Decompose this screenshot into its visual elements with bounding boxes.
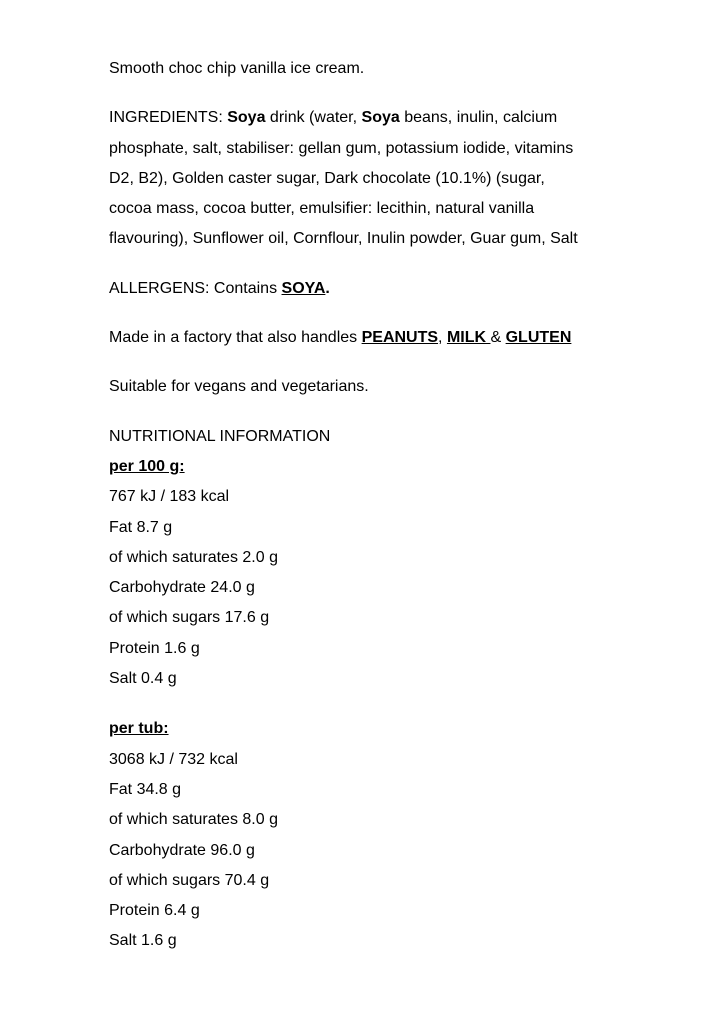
allergen-soya: Soya — [361, 109, 400, 127]
ingredients-label: INGREDIENTS: — [109, 109, 228, 127]
spacer — [109, 403, 669, 422]
allergen-soya: Soya — [227, 109, 266, 127]
nutrition-heading: NUTRITIONAL INFORMATION — [109, 427, 331, 445]
nutrition-row: of which saturates 8.0 g — [109, 811, 278, 829]
nutrition-section — [109, 422, 669, 957]
ingredients-block — [109, 103, 669, 254]
ingredients-line-4: cocoa mass, cocoa butter, emulsifier: lecithin, natural vanilla — [109, 200, 535, 218]
suitability-statement: Suitable for vegans and vegetarians. — [109, 378, 369, 396]
nutrition-row: Carbohydrate 24.0 g — [109, 579, 255, 597]
spacer — [109, 84, 669, 103]
spacer — [109, 353, 669, 372]
nutrition-row: Salt 1.6 g — [109, 932, 177, 950]
allergens-period: . — [325, 279, 330, 297]
factory-text: Made in a factory that also handles — [109, 329, 362, 347]
nutrition-row: 3068 kJ / 732 kcal — [109, 750, 238, 768]
nutrition-row: Salt 0.4 g — [109, 670, 177, 688]
allergen-peanuts: PEANUTS — [361, 329, 439, 347]
nutrition-row: Protein 1.6 g — [109, 639, 200, 657]
factory-separator: , — [438, 329, 447, 347]
document-page — [109, 54, 669, 957]
ingredients-line-1 — [109, 103, 669, 133]
ingredients-line-2: phosphate, salt, stabiliser: gellan gum, potassium iodide, vitamins — [109, 139, 574, 157]
nutrition-row: of which saturates 2.0 g — [109, 548, 278, 566]
product-description: Smooth choc chip vanilla ice cream. — [109, 60, 365, 77]
ingredients-line-3: D2, B2), Golden caster sugar, Dark chocolate (10.1%) (sugar, — [109, 169, 545, 187]
nutrition-row: Carbohydrate 96.0 g — [109, 841, 255, 859]
ingredients-text: drink (water, — [265, 109, 362, 127]
nutrition-row: Fat 34.8 g — [109, 780, 182, 798]
per-100g-heading: per 100 g: — [109, 457, 185, 475]
nutrition-row: Fat 8.7 g — [109, 518, 173, 536]
allergens-label: ALLERGENS: Contains — [109, 279, 282, 297]
factory-separator: & — [490, 329, 506, 347]
spacer — [109, 304, 669, 323]
allergen-gluten: GLUTEN — [505, 329, 572, 347]
nutrition-row: Protein 6.4 g — [109, 902, 200, 920]
spacer — [109, 694, 669, 714]
per-tub-heading: per tub: — [109, 720, 169, 738]
nutrition-row: 767 kJ / 183 kcal — [109, 488, 230, 506]
allergen-soya: SOYA — [281, 279, 326, 297]
ingredients-text: beans, inulin, calcium — [399, 109, 558, 127]
allergens-statement — [109, 274, 669, 304]
ingredients-line-5: flavouring), Sunflower oil, Cornflour, Inulin powder, Guar gum, Salt — [109, 230, 578, 248]
nutrition-row: of which sugars 70.4 g — [109, 871, 270, 889]
allergen-milk: MILK — [446, 329, 491, 347]
factory-statement — [109, 323, 669, 353]
nutrition-row: of which sugars 17.6 g — [109, 609, 270, 627]
spacer — [109, 255, 669, 274]
